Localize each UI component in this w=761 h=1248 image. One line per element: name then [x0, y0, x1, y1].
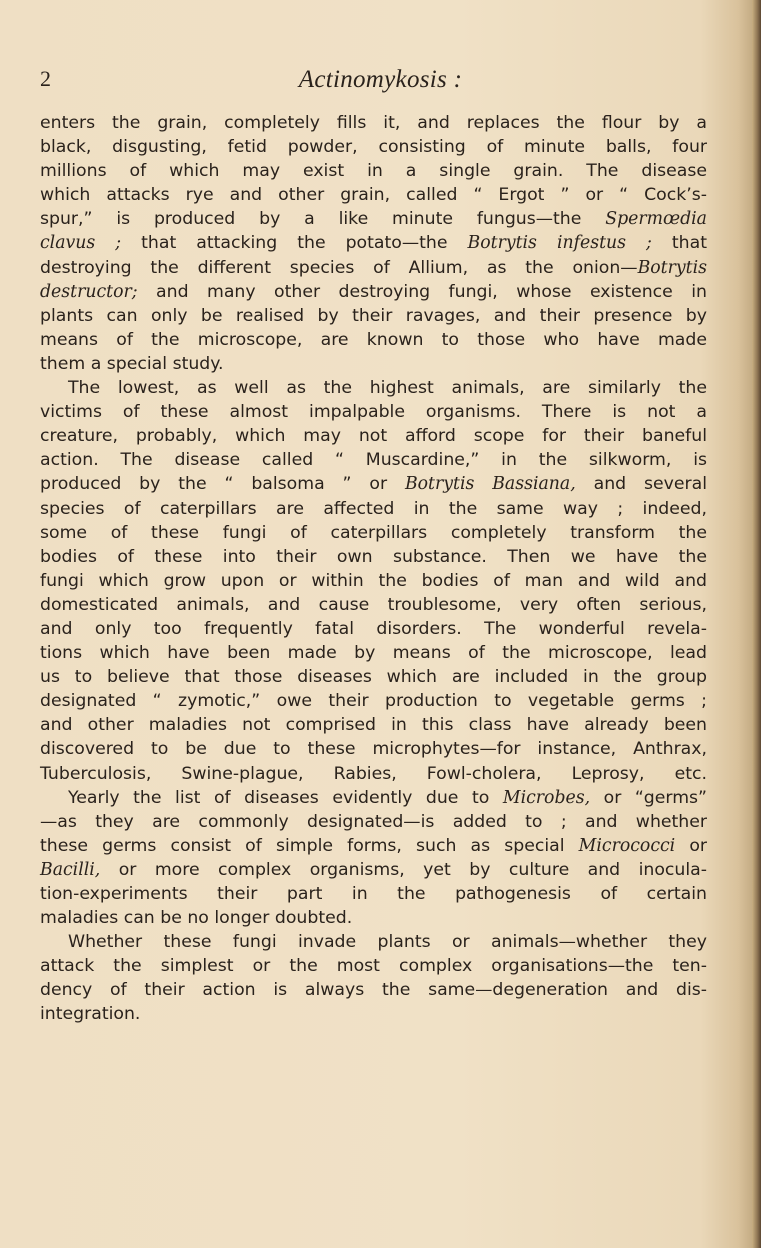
- text-run: species of caterpillars are affected in the same way ; indeed,: [40, 498, 707, 519]
- text-run: that attacking the potato—the: [121, 233, 468, 254]
- page-header: [40, 66, 721, 98]
- text-run: which attacks rye and other grain, called “ Ergot ” or “ Cock’s-: [40, 185, 707, 206]
- text-run: produced by the “ balsoma ” or: [40, 474, 405, 495]
- text-line: [40, 858, 707, 882]
- text-run: plants can only be realised by their ravages, and their presence by: [40, 305, 707, 326]
- text-run: that: [651, 233, 707, 254]
- text-line: [40, 593, 707, 617]
- text-run: Yearly the list of diseases evidently due to: [68, 787, 503, 808]
- text-line: [40, 689, 707, 713]
- text-run: Tuberculosis, Swine-plague, Rabies, Fowl-cholera, Leprosy, etc.: [40, 763, 707, 784]
- text-run: —as they are commonly designated—is added to ; and whether: [40, 811, 707, 832]
- text-run: designated “ zymotic,” owe their production to vegetable germs ;: [40, 691, 707, 712]
- text-run: integration.: [40, 1004, 141, 1025]
- text-line: [40, 111, 707, 135]
- text-line: [40, 954, 707, 978]
- text-line: [40, 762, 707, 786]
- text-run: The lowest, as well as the highest animals, are similarly the: [68, 378, 707, 399]
- text-run: millions of which may exist in a single grain. The disease: [40, 161, 707, 182]
- text-run: and other maladies not comprised in this class have already been: [40, 715, 707, 736]
- text-line: [40, 978, 707, 1002]
- text-line: [40, 280, 707, 304]
- text-run: some of these fungi of caterpillars completely transform the: [40, 522, 707, 543]
- text-line: [40, 1002, 707, 1026]
- italic-run: Botrytis infestus ;: [467, 233, 652, 254]
- text-line: [40, 472, 707, 496]
- italic-run: Bacilli,: [40, 859, 101, 880]
- text-line: [40, 352, 707, 376]
- text-line: [40, 641, 707, 665]
- text-line: [40, 617, 707, 641]
- text-line: [40, 256, 707, 280]
- text-run: tion-experiments their part in the pathogenesis of certain: [40, 884, 707, 904]
- text-run: or more complex organisms, yet by culture and inocula-: [100, 859, 707, 880]
- italic-run: destructor;: [40, 281, 138, 302]
- text-run: discovered to be due to these microphytes—for instance, Anthrax,: [40, 739, 707, 760]
- text-run: maladies can be no longer doubted.: [40, 908, 353, 929]
- text-run: spur,” is produced by a like minute fungus—the: [40, 209, 606, 230]
- italic-run: Spermœdia: [605, 209, 707, 230]
- text-line: [40, 231, 707, 255]
- text-line: [40, 930, 707, 954]
- text-line: [40, 497, 707, 521]
- page-edge: [752, 0, 761, 1248]
- italic-run: clavus ;: [40, 233, 122, 254]
- text-run: black, disgusting, fetid powder, consisting of minute balls, four: [40, 137, 707, 158]
- text-run: or “germs”: [590, 787, 707, 808]
- text-run: attack the simplest or the most complex organisations—the ten-: [40, 956, 707, 977]
- text-line: [40, 665, 707, 689]
- running-head: Actinomykosis :: [298, 66, 463, 93]
- text-run: tions which have been made by means of the microscope, lead: [40, 643, 707, 664]
- text-run: destroying the different species of Allium, as the onion—: [40, 257, 638, 278]
- text-run: dency of their action is always the same—degeneration and dis-: [40, 980, 707, 1001]
- italic-run: Botrytis: [637, 257, 707, 278]
- text-line: [40, 737, 707, 761]
- text-line: [40, 400, 707, 424]
- italic-run: Microbes,: [502, 787, 591, 808]
- text-line: [40, 328, 707, 352]
- body-text: [40, 111, 707, 1027]
- italic-run: Botrytis Bassiana,: [404, 474, 576, 495]
- text-line: [40, 834, 707, 858]
- text-run: Whether these fungi invade plants or animals—whether they: [68, 932, 707, 953]
- text-line: [40, 906, 707, 930]
- text-line: [40, 159, 707, 183]
- text-run: enters the grain, completely fills it, and replaces the flour by a: [40, 113, 707, 133]
- text-run: bodies of these into their own substance. Then we have the: [40, 546, 707, 567]
- text-run: or: [675, 835, 708, 856]
- text-run: creature, probably, which may not afford scope for their baneful: [40, 426, 707, 447]
- page-number: 2: [40, 66, 51, 91]
- text-line: [40, 304, 707, 328]
- text-line: [40, 448, 707, 472]
- text-run: them a special study.: [40, 353, 224, 374]
- text-line: [40, 521, 707, 545]
- text-line: [40, 786, 707, 810]
- text-line: [40, 424, 707, 448]
- text-run: and many other destroying fungi, whose existence in: [137, 281, 707, 302]
- text-line: [40, 135, 707, 159]
- text-line: [40, 713, 707, 737]
- text-line: [40, 569, 707, 593]
- text-run: victims of these almost impalpable organisms. There is not a: [40, 402, 707, 423]
- text-run: us to believe that those diseases which are included in the group: [40, 667, 707, 688]
- text-run: fungi which grow upon or within the bodies of man and wild and: [40, 570, 707, 591]
- text-line: [40, 810, 707, 834]
- text-run: and several: [575, 474, 707, 495]
- text-line: [40, 545, 707, 569]
- text-run: action. The disease called “ Muscardine,” in the silkworm, is: [40, 450, 707, 471]
- text-line: [40, 882, 707, 906]
- text-line: [40, 207, 707, 231]
- italic-run: Micrococci: [578, 835, 676, 856]
- text-line: [40, 183, 707, 207]
- text-run: these germs consist of simple forms, such as special: [40, 835, 579, 856]
- text-run: domesticated animals, and cause troublesome, very often serious,: [40, 594, 707, 615]
- text-run: means of the microscope, are known to those who have made: [40, 329, 707, 350]
- text-line: [40, 376, 707, 400]
- text-run: and only too frequently fatal disorders. The wonderful revela-: [40, 618, 707, 639]
